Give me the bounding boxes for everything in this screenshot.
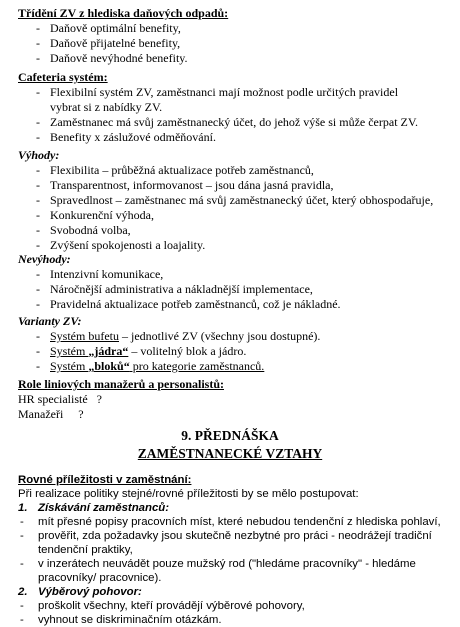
section-disadvantages [18,252,448,312]
step-number: 1. [18,502,28,514]
section-heading: Nevýhody: [18,252,71,266]
list-item: - Konkurenční výhoda, [18,208,448,223]
list-item [18,359,448,374]
section-heading: Role liniových manažerů a personalistů: [18,377,224,391]
section-advantages [18,148,448,253]
list-item: - Flexibilní systém ZV, zaměstnanci mají možnost podle určitých pravidel vybrat si z nabídky ZV. [18,85,448,115]
list-item: - Svobodná volba, [18,223,448,238]
list-item: - Daňově přijatelné benefity, [18,36,448,51]
section-heading: Varianty ZV: [18,314,82,328]
variant-term [50,344,128,358]
list-item [18,329,448,344]
section-heading: Cafeteria systém: [18,70,108,84]
intro-text: Při realizace politiky stejné/rovné příležitosti by se mělo postupovat: [18,488,359,500]
section-cafeteria [18,70,448,145]
step-title: Získávání zaměstnanců: [38,502,170,514]
section-heading: Rovné příležitosti v zaměstnání: [18,474,192,486]
bullet-list [18,515,448,585]
list-item: - proškolit všechny, kteří provádějí výběrové pohovory, [18,599,448,613]
list-item: - Daňově nevýhodné benefity. [18,51,448,66]
section-heading: Výhody: [18,148,60,162]
role-line: Manažeři ? [18,407,84,421]
section-roles [18,377,448,422]
list-item: - Transparentnost, informovanost – jsou dána jasná pravidla, [18,178,448,193]
bullet-list [18,267,448,312]
variant-desc: pro kategorie zaměstnanců. [129,359,265,373]
bullet-list [18,85,448,145]
variant-term [50,359,264,373]
section-heading: Třídění ZV z hlediska daňových odpadů: [18,6,229,20]
section-variants [18,314,448,374]
list-item: - vyhnout se diskriminačním otázkám. [18,613,448,627]
list-item: - v inzerátech neuvádět pouze mužský rod ("hledáme pracovníky" - hledáme pracovníky/ pracovnice). [18,557,448,585]
section-equal-opportunities [18,473,448,627]
step-heading [18,585,448,599]
bullet-list [18,599,448,627]
list-item: - Benefity x záslužové odměňování. [18,130,448,145]
step-title: Výběrový pohovor: [38,586,142,598]
step-heading [18,501,448,515]
lecture-number: 9. PŘEDNÁŠKA [181,428,279,443]
list-item: - mít přesné popisy pracovních míst, které nebudou tendenční z hlediska pohlaví, [18,515,448,529]
bullet-list [18,163,448,253]
list-item: - Náročnější administrativa a nákladnější implementace, [18,282,448,297]
variant-term-prefix: Systém [50,344,89,358]
list-item: - Spravedlnost – zaměstnanec má svůj zaměstnanecký účet, který obhospodařuje, [18,193,448,208]
variant-desc: – jednotlivé ZV (všechny jsou dostupné). [119,329,321,343]
variant-term: Systém bufetu [50,329,119,343]
list-item: - Zaměstnanec má svůj zaměstnanecký účet, do jehož výše si může čerpat ZV. [18,115,448,130]
list-item: - Daňově optimální benefity, [18,21,448,36]
bullet-list [18,329,448,374]
list-item: - Zvýšení spokojenosti a loajality. [18,238,448,253]
variant-term-prefix: Systém [50,359,89,373]
list-item: - Intenzivní komunikace, [18,267,448,282]
section-tax-classification [18,6,448,66]
variant-desc: – volitelný blok a jádro. [128,344,247,358]
step-number: 2. [18,586,28,598]
bullet-list [18,21,448,66]
variant-term-bold: „jádra“ [88,344,129,358]
lecture-title: ZAMĚSTNANECKÉ VZTAHY [137,446,323,461]
list-item: - Flexibilita – průběžná aktualizace potřeb zaměstnanců, [18,163,448,178]
list-item: - Pravidelná aktualizace potřeb zaměstnanců, což je nákladné. [18,297,448,312]
variant-term-bold: „bloků“ [88,359,130,373]
list-item [18,344,448,359]
role-line: HR specialisté ? [18,392,102,406]
list-item: - prověřit, zda požadavky jsou skutečně nezbytné pro práci - neodrážejí tradiční tendenční praktiky, [18,529,448,557]
